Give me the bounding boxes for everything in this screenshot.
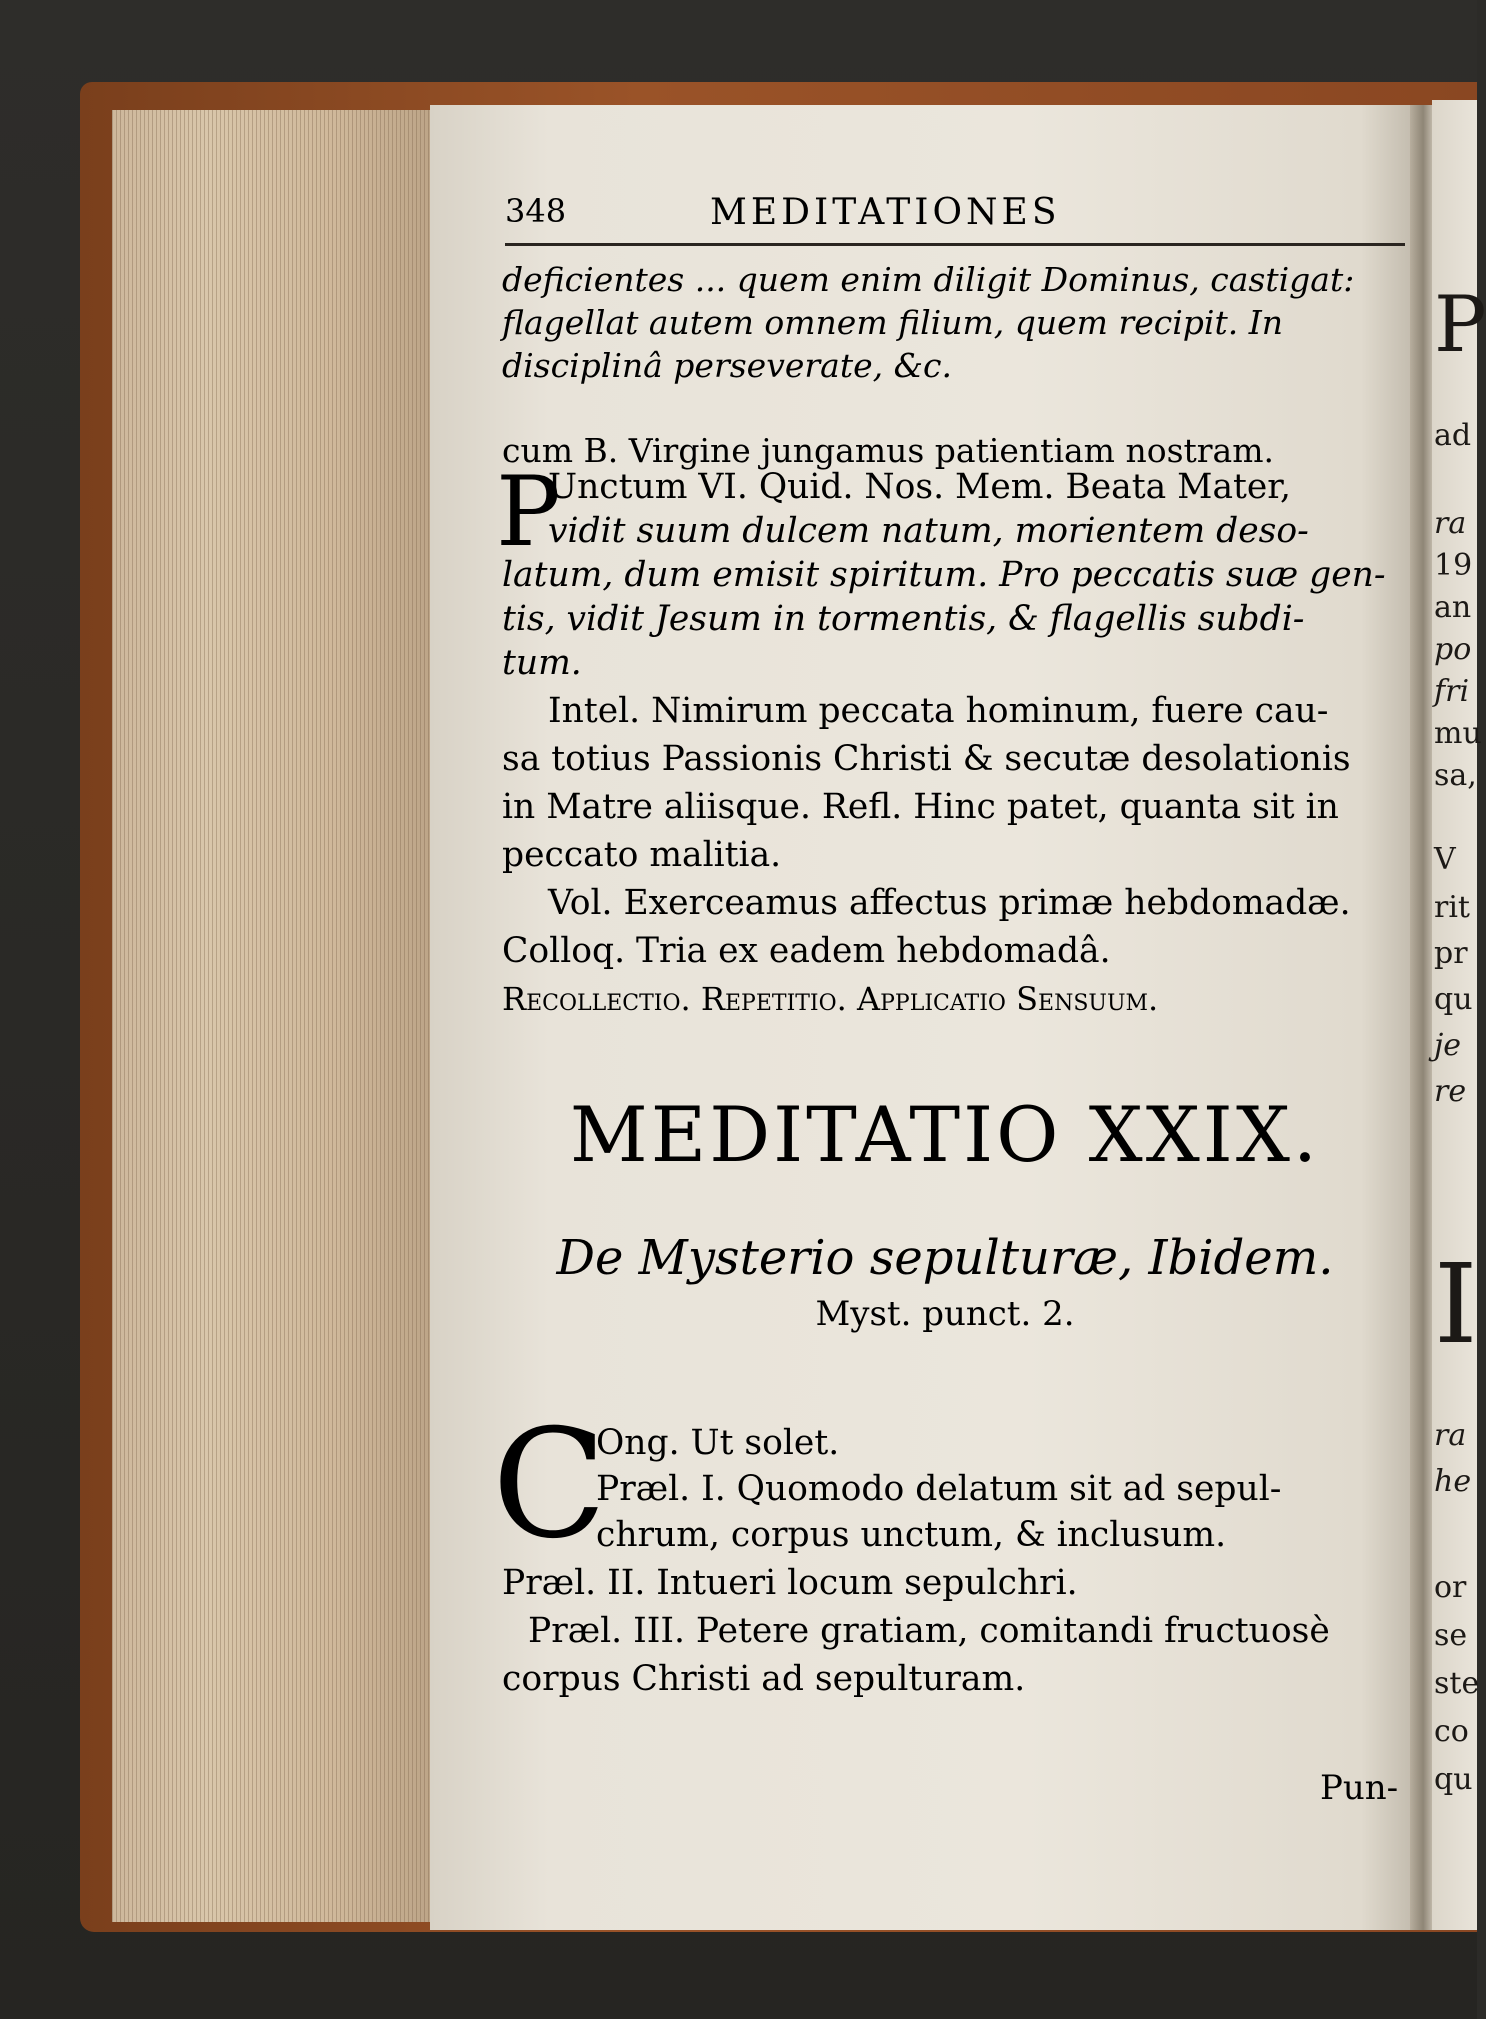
- next-page-fragment: se: [1434, 1618, 1468, 1653]
- next-page-slice: [1432, 100, 1486, 1930]
- text-line: Præl. II. Intueri locum sepulchri.: [502, 1563, 1078, 1603]
- text-line: in Matre aliisque. Refl. Hinc patet, quanta sit in: [502, 787, 1339, 827]
- next-page-fragment: po: [1434, 632, 1472, 667]
- meditatio-subtitle: De Mysterio sepulturæ, Ibidem.: [556, 1230, 1334, 1286]
- page-edges: [112, 110, 432, 1922]
- next-page-fragment: co: [1434, 1714, 1469, 1749]
- text-line: Colloq. Tria ex eadem hebdomadâ.: [502, 931, 1111, 971]
- next-page-fragment: ra: [1434, 1418, 1467, 1453]
- text-line: sa totius Passionis Christi & secutæ desolationis: [502, 739, 1351, 779]
- text-line: Intel. Nimirum peccata hominum, fuere cau-: [548, 691, 1329, 731]
- next-page-fragment: 19: [1434, 548, 1473, 583]
- meditatio-title: MEDITATIO XXIX.: [569, 1090, 1321, 1179]
- next-page-fragment: rit: [1434, 890, 1470, 925]
- drop-initial: P: [496, 456, 561, 568]
- text-line: Præl. III. Petere gratiam, comitandi fructuosè: [528, 1611, 1330, 1651]
- next-page-fragment: I: [1434, 1240, 1478, 1368]
- text-line: corpus Christi ad sepulturam.: [502, 1659, 1026, 1699]
- text-line: tum.: [502, 643, 582, 683]
- next-page-fragment: qu: [1434, 1762, 1473, 1797]
- next-page-fragment: mu: [1434, 716, 1482, 751]
- next-page-fragment: ra: [1434, 506, 1467, 541]
- next-page-fragment: je: [1434, 1028, 1462, 1063]
- meditatio-reference: Myst. punct. 2.: [815, 1294, 1075, 1334]
- text-line: Unctum VI. Quid. Nos. Mem. Beata Mater,: [548, 467, 1291, 507]
- next-page-fragment: or: [1434, 1570, 1467, 1605]
- book-gutter: [1410, 105, 1434, 1930]
- text-line: cum B. Virgine jungamus patientiam nostram.: [502, 431, 1275, 470]
- text-line: tis, vidit Jesum in tormentis, & flagellis subdi-: [502, 599, 1305, 639]
- text-line: chrum, corpus unctum, & inclusum.: [596, 1515, 1227, 1555]
- next-page-fragment: re: [1434, 1074, 1467, 1109]
- text-line: Ong. Ut solet.: [596, 1423, 840, 1463]
- next-page-fragment: qu: [1434, 982, 1473, 1017]
- drop-initial: C: [492, 1398, 607, 1572]
- next-page-fragment: fri: [1434, 674, 1470, 709]
- next-page-fragment: ad: [1434, 418, 1472, 453]
- next-page-fragment: sa,: [1434, 758, 1477, 793]
- text-line: peccato malitia.: [502, 835, 782, 875]
- next-page-fragment: P: [1434, 280, 1486, 370]
- page-number: 348: [505, 192, 567, 230]
- page-header: [505, 192, 1405, 232]
- text-line: deficientes ... quem enim diligit Dominus, castigat: flagellat autem omnem filium, quem recipit. In disciplinâ perseverate, &c.: [502, 260, 1355, 385]
- next-page-fragment: pr: [1434, 936, 1468, 971]
- text-line: Recollectio. Repetitio. Applicatio Sensuum.: [502, 980, 1159, 1018]
- running-head: MEDITATIONES: [710, 192, 1061, 233]
- next-page-fragment: V: [1434, 842, 1456, 877]
- text-line: Præl. I. Quomodo delatum sit ad sepul-: [596, 1469, 1282, 1509]
- next-page-fragment: he: [1434, 1464, 1472, 1499]
- text-line: vidit suum dulcem natum, morientem deso-: [548, 511, 1309, 551]
- text-line: Vol. Exerceamus affectus primæ hebdomadæ.: [548, 883, 1351, 923]
- next-page-fragment: an: [1434, 590, 1472, 625]
- catchword: Pun-: [1320, 1768, 1399, 1808]
- next-page-fragment: ste: [1434, 1666, 1480, 1701]
- text-line: latum, dum emisit spiritum. Pro peccatis suæ gen-: [502, 555, 1386, 595]
- header-rule: [505, 243, 1405, 246]
